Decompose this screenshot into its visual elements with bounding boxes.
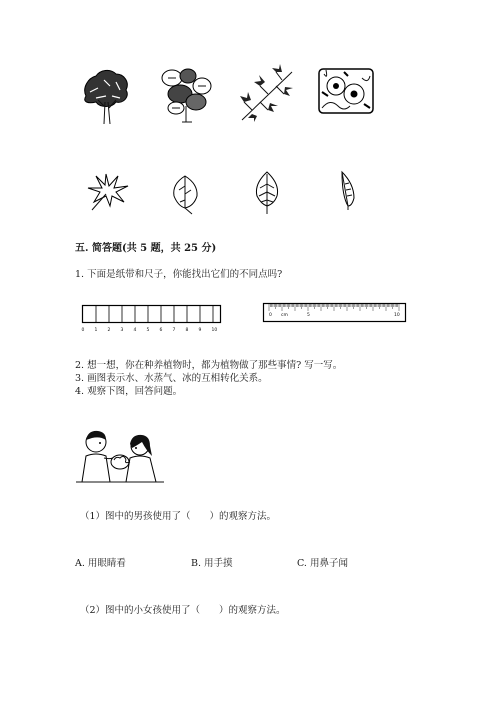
strip-label: 2 [107,328,111,333]
question-4: 4. 观察下图，回答问题。 [75,386,183,397]
strip-label: 9 [198,328,202,333]
plant-image [158,66,214,124]
tree-image [78,66,134,126]
narrow-leaf [336,170,360,210]
flower-image [318,68,374,114]
strip-label: 6 [159,328,163,333]
sub-question-1: （1）图中的男孩使用了（ ）的观察方法。 [80,511,277,522]
ruler-unit: cm [281,313,288,318]
sub-question-2: （2）图中的小女孩使用了（ ）的观察方法。 [80,605,286,616]
section-heading: 五. 简答题(共 5 题，共 25 分) [75,243,217,254]
strip-label: 8 [185,328,189,333]
ruler-label-10: 10 [394,313,400,318]
strip-label: 3 [120,328,124,333]
maple-leaf [86,170,130,212]
option-a: A. 用眼睛看 [75,558,126,569]
ruler-label-5: 5 [307,313,310,318]
strip-label: 5 [146,328,150,333]
branch-image [238,68,296,122]
ruler-label-0: 0 [269,313,272,318]
ovate-leaf [252,170,282,214]
round-leaf [170,170,200,214]
ruler [263,303,407,325]
strip-label: 1 [94,328,98,333]
question-2: 2. 想一想，你在种养植物时，都为植物做了那些事情? 写一写。 [75,360,343,371]
paper-strip [82,305,222,335]
strip-label: 4 [133,328,137,333]
option-c: C. 用鼻子闻 [297,558,348,569]
question-1: 1. 下面是纸带和尺子，你能找出它们的不同点吗? [75,269,283,280]
strip-label: 10 [211,328,218,333]
children-image [76,428,164,484]
option-b: B. 用手摸 [191,558,233,569]
question-3: 3. 画图表示水、水蒸气、冰的互相转化关系。 [75,373,268,384]
strip-label: 7 [172,328,176,333]
strip-label: 0 [81,328,85,333]
